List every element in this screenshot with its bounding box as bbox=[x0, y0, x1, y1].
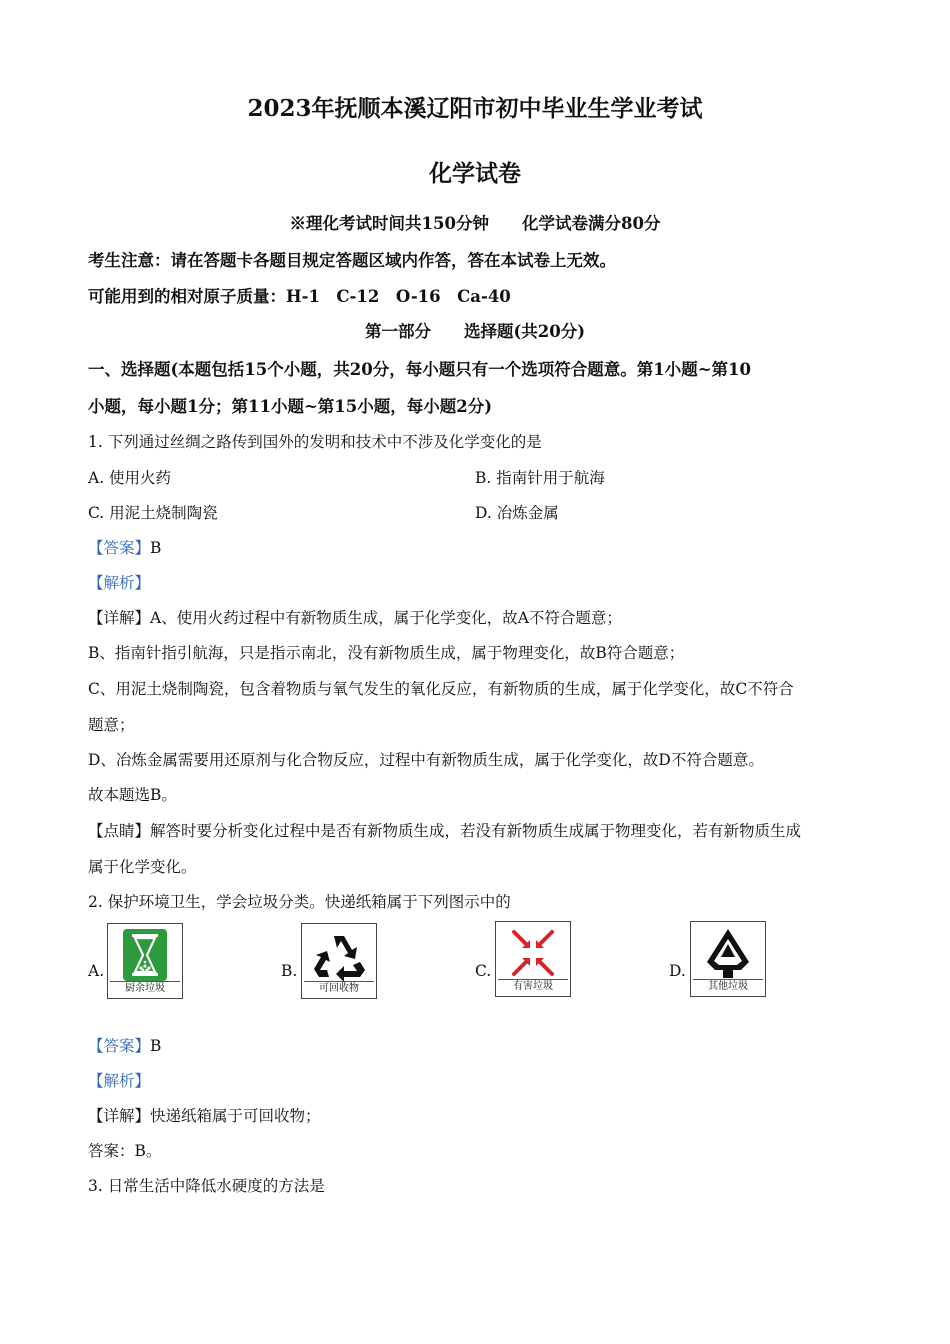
q2-analysis-tag: 【解析】 bbox=[88, 1072, 151, 1090]
exam-notice: 考生注意：请在答题卡各题目规定答题区域内作答，答在本试卷上无效。 bbox=[88, 251, 616, 270]
exam-subtitle: 化学试卷 bbox=[429, 160, 521, 187]
q1-comment-line: 【点睛】解答时要分析变化过程中是否有新物质生成，若没有新物质生成属于物理变化，若有新物质生成 bbox=[88, 822, 802, 840]
answer-value: B bbox=[150, 539, 162, 557]
q3-stem: 3. 日常生活中降低水硬度的方法是 bbox=[88, 1177, 325, 1195]
part1-title: 第一部分 选择题(共20分) bbox=[364, 322, 586, 341]
section1-instruction-line1: 一、选择题(本题包括15个小题，共20分，每小题只有一个选项符合题意。第1小题~第10 bbox=[88, 360, 751, 379]
q2-option-c-letter: C. bbox=[475, 962, 492, 980]
q1-comment-line: 属于化学变化。 bbox=[88, 858, 197, 876]
q2-option-c-caption: 有害垃圾 bbox=[498, 979, 568, 994]
q1-option-b: B. 指南针用于航海 bbox=[475, 469, 605, 487]
q2-answer bbox=[88, 1034, 161, 1056]
q2-detail: 【详解】快递纸箱属于可回收物； bbox=[88, 1107, 321, 1125]
q1-option-c: C. 用泥土烧制陶瓷 bbox=[88, 504, 218, 522]
q1-option-a: A. 使用火药 bbox=[88, 469, 172, 487]
answer-value: B bbox=[150, 1037, 162, 1055]
q1-analysis-tag: 【解析】 bbox=[88, 574, 151, 592]
q1-detail-line: 故本题选B。 bbox=[88, 786, 177, 804]
q2-option-a-image bbox=[107, 923, 183, 999]
exam-title: 2023年抚顺本溪辽阳市初中毕业生学业考试 bbox=[247, 95, 703, 122]
q1-detail-line: B、指南针指引航海，只是指示南北，没有新物质生成，属于物理变化，故B符合题意； bbox=[88, 644, 685, 662]
q2-option-b-caption: 可回收物 bbox=[304, 981, 374, 996]
q1-detail-line: 题意； bbox=[88, 716, 135, 734]
q1-detail-line: D、冶炼金属需要用还原剂与化合物反应，过程中有新物质生成，属于化学变化，故D不符合题意。 bbox=[88, 751, 764, 769]
q2-option-c-image bbox=[495, 921, 571, 997]
q2-option-a-caption: 厨余垃圾 bbox=[110, 981, 180, 996]
q1-detail-line: C、用泥土烧制陶瓷，包含着物质与氧气发生的氧化反应，有新物质的生成，属于化学变化，故C不符合 bbox=[88, 680, 794, 698]
atomic-masses: 可能用到的相对原子质量：H-1 C-12 O-16 Ca-40 bbox=[88, 287, 511, 306]
q1-stem: 1. 下列通过丝绸之路传到国外的发明和技术中不涉及化学变化的是 bbox=[88, 433, 542, 451]
q2-option-b-letter: B. bbox=[281, 962, 298, 980]
q2-option-d-caption: 其他垃圾 bbox=[693, 979, 763, 994]
q2-option-b-image bbox=[301, 923, 377, 999]
kitchen-waste-icon bbox=[114, 928, 176, 982]
answer-tag: 【答案】 bbox=[88, 1037, 151, 1055]
q2-stem: 2. 保护环境卫生，学会垃圾分类。快递纸箱属于下列图示中的 bbox=[88, 893, 511, 911]
q1-option-d: D. 冶炼金属 bbox=[475, 504, 559, 522]
q1-detail-line: 【详解】A、使用火药过程中有新物质生成，属于化学变化，故A不符合题意； bbox=[88, 609, 622, 627]
hazardous-waste-icon bbox=[502, 926, 564, 980]
recyclable-icon bbox=[308, 928, 370, 982]
section1-instruction-line2: 小题，每小题1分；第11小题~第15小题，每小题2分) bbox=[88, 397, 493, 416]
answer-tag: 【答案】 bbox=[88, 539, 151, 557]
exam-info: ※理化考试时间共150分钟 化学试卷满分80分 bbox=[289, 214, 661, 233]
q2-conclusion: 答案：B。 bbox=[88, 1142, 162, 1160]
q2-option-d-image bbox=[690, 921, 766, 997]
q2-option-d-letter: D. bbox=[669, 962, 686, 980]
q2-option-a-letter: A. bbox=[88, 962, 105, 980]
other-waste-icon bbox=[697, 926, 759, 980]
q1-answer bbox=[88, 536, 161, 558]
